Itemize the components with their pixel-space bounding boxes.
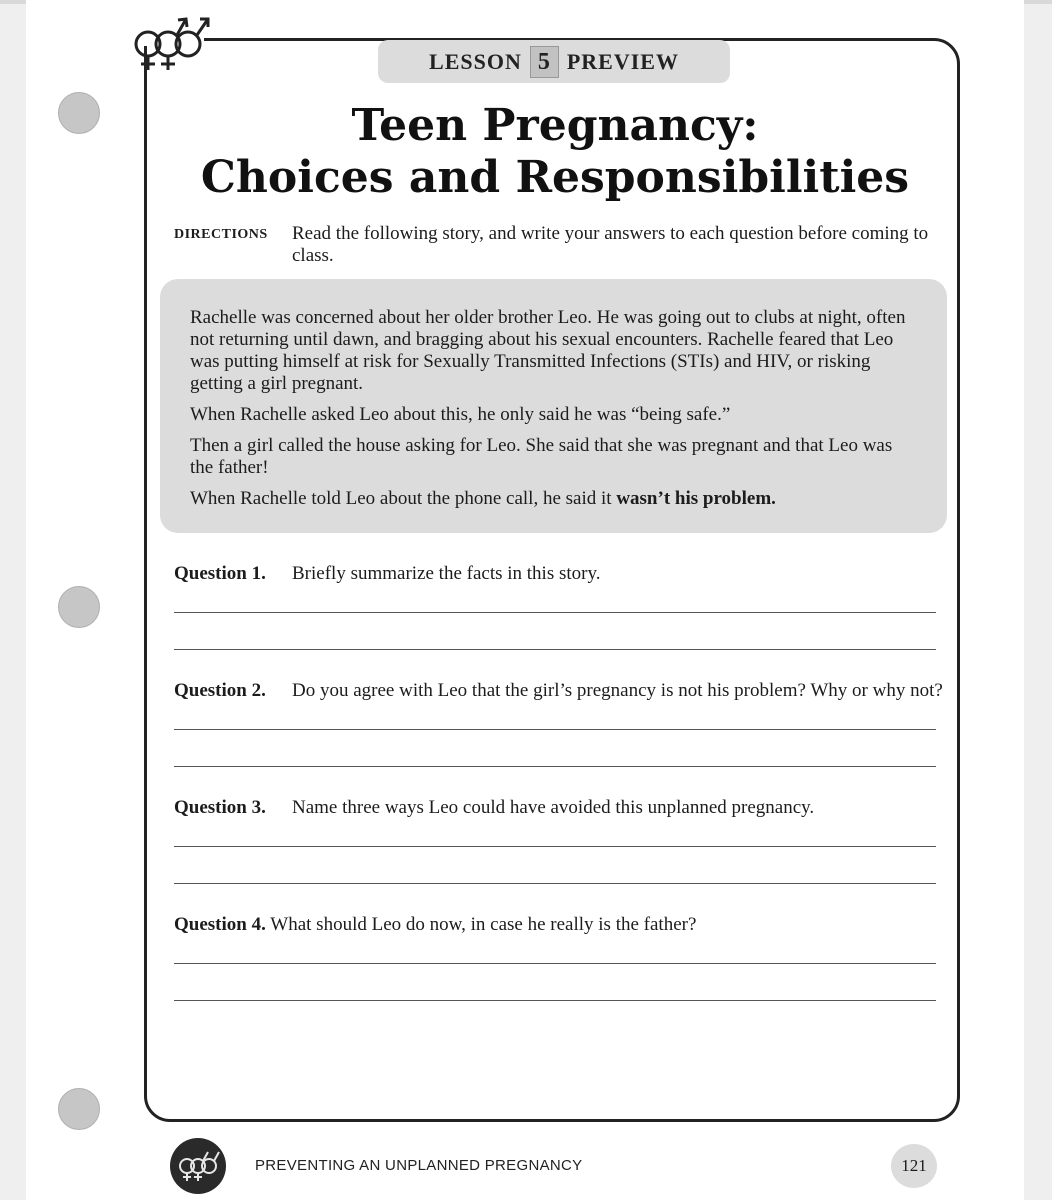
page-title	[150, 100, 960, 204]
title-line-1: Teen Pregnancy:	[351, 100, 759, 151]
answer-line[interactable]	[174, 1000, 936, 1001]
answer-line[interactable]	[174, 649, 936, 650]
binder-hole	[58, 1088, 100, 1130]
question-label: Question 1.	[174, 563, 266, 584]
directions-text: Read the following story, and write your answers to each question before coming to class.	[292, 223, 929, 266]
answer-line[interactable]	[174, 729, 936, 730]
question-label: Question 2.	[174, 680, 266, 701]
answer-line[interactable]	[174, 766, 936, 767]
lesson-header-tab	[378, 40, 730, 83]
question-3	[174, 797, 815, 819]
lesson-prefix: LESSON	[429, 48, 522, 74]
story-paragraph	[190, 488, 919, 510]
directions-label: DIRECTIONS	[174, 227, 268, 242]
footer-title: PREVENTING AN UNPLANNED PREGNANCY	[255, 1157, 583, 1174]
question-4	[174, 914, 696, 936]
story-text: When Rachelle told Leo about the phone call, he said it	[190, 488, 617, 509]
answer-line[interactable]	[174, 612, 936, 613]
question-text: Briefly summarize the facts in this story.	[292, 563, 601, 584]
question-text: Name three ways Leo could have avoided this unplanned pregnancy.	[292, 797, 815, 818]
binder-hole	[58, 92, 100, 134]
story-box	[160, 279, 947, 533]
lesson-number: 5	[530, 46, 559, 78]
story-paragraph: Rachelle was concerned about her older brother Leo. He was going out to clubs at night, often not returning until dawn, and bragging about his sexual encounters. Rachelle feared that Leo was putting himself at risk for Sexually Transmitted Infections (STIs) and HIV, or risking getting a girl pregnant.	[190, 307, 906, 394]
binder-hole	[58, 586, 100, 628]
question-text: Do you agree with Leo that the girl’s pregnancy is not his problem? Why or why not?	[292, 680, 943, 701]
answer-line[interactable]	[174, 846, 936, 847]
lesson-suffix: PREVIEW	[566, 48, 679, 74]
title-line-2: Choices and Responsibilities	[200, 152, 910, 203]
answer-line[interactable]	[174, 883, 936, 884]
question-1	[174, 563, 601, 585]
gender-symbols-icon	[170, 1138, 226, 1194]
answer-line[interactable]	[174, 963, 936, 964]
story-paragraph: Then a girl called the house asking for Leo. She said that she was pregnant and that Leo was the father!	[190, 435, 893, 478]
story-paragraph: When Rachelle asked Leo about this, he only said he was “being safe.”	[190, 404, 731, 425]
question-label: Question 4.	[174, 914, 266, 935]
question-text: What should Leo do now, in case he really is the father?	[270, 914, 697, 935]
question-2	[174, 680, 943, 702]
gender-symbols-icon	[126, 14, 214, 76]
story-emphasis: wasn’t his problem.	[616, 488, 776, 509]
question-label: Question 3.	[174, 797, 266, 818]
page-number: 121	[891, 1144, 937, 1188]
footer-logo	[170, 1138, 226, 1194]
